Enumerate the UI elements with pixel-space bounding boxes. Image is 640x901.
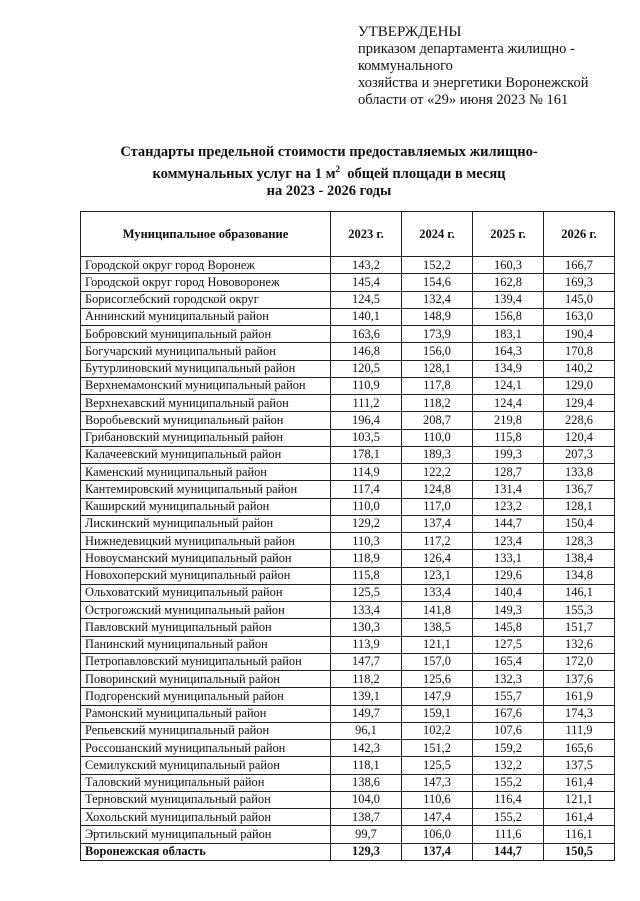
value-2025-cell: 123,2 [473,498,544,515]
value-2026-cell: 128,3 [544,533,615,550]
value-2024-cell: 122,2 [402,464,473,481]
municipality-cell: Поворинский муниципальный район [81,671,331,688]
value-2024-cell: 117,8 [402,377,473,394]
header-2025: 2025 г. [473,212,544,257]
value-2023-cell: 163,6 [331,326,402,343]
value-2023-cell: 130,3 [331,619,402,636]
value-2023-cell: 99,7 [331,826,402,843]
value-2024-cell: 123,1 [402,567,473,584]
value-2026-cell: 137,5 [544,757,615,774]
value-2025-cell: 155,7 [473,688,544,705]
municipality-cell: Кантемировский муниципальный район [81,481,331,498]
value-2026-cell: 150,5 [544,843,615,860]
value-2024-cell: 159,1 [402,705,473,722]
table-row [81,360,615,377]
value-2023-cell: 96,1 [331,722,402,739]
municipality-cell: Репьевский муниципальный район [81,722,331,739]
header-2024: 2024 г. [402,212,473,257]
approval-line: области от «29» июня 2023 № 161 [358,92,569,108]
table-row [81,257,615,274]
value-2023-cell: 118,1 [331,757,402,774]
table-row [81,377,615,394]
value-2024-cell: 151,2 [402,740,473,757]
table-row [81,481,615,498]
value-2026-cell: 128,1 [544,498,615,515]
table-row [81,809,615,826]
value-2023-cell: 143,2 [331,257,402,274]
value-2026-cell: 207,3 [544,446,615,463]
municipality-cell: Богучарский муниципальный район [81,343,331,360]
table-row [81,429,615,446]
title-line-2-tail: общей площади в месяц [340,166,506,182]
table-row [81,498,615,515]
value-2026-cell: 166,7 [544,257,615,274]
value-2026-cell: 228,6 [544,412,615,429]
value-2025-cell: 131,4 [473,481,544,498]
value-2023-cell: 147,7 [331,653,402,670]
value-2023-cell: 118,2 [331,671,402,688]
value-2025-cell: 164,3 [473,343,544,360]
municipality-cell: Воробьевский муниципальный район [81,412,331,429]
value-2026-cell: 136,7 [544,481,615,498]
value-2023-cell: 138,7 [331,809,402,826]
value-2023-cell: 110,9 [331,377,402,394]
value-2024-cell: 110,6 [402,791,473,808]
municipality-cell: Калачеевский муниципальный район [81,446,331,463]
value-2024-cell: 125,6 [402,671,473,688]
table-row [81,774,615,791]
table-row [81,791,615,808]
municipality-cell: Терновский муниципальный район [81,791,331,808]
value-2025-cell: 199,3 [473,446,544,463]
value-2025-cell: 129,6 [473,567,544,584]
value-2025-cell: 134,9 [473,360,544,377]
value-2024-cell: 157,0 [402,653,473,670]
value-2025-cell: 144,7 [473,843,544,860]
value-2025-cell: 139,4 [473,291,544,308]
municipality-cell: Борисоглебский городской округ [81,291,331,308]
value-2024-cell: 125,5 [402,757,473,774]
table-row [81,757,615,774]
table-row [81,326,615,343]
value-2026-cell: 111,9 [544,722,615,739]
approval-stamp [358,24,628,109]
value-2025-cell: 123,4 [473,533,544,550]
value-2025-cell: 140,4 [473,584,544,601]
municipality-cell: Ольховатский муниципальный район [81,584,331,601]
value-2023-cell: 140,1 [331,308,402,325]
value-2026-cell: 116,1 [544,826,615,843]
value-2024-cell: 121,1 [402,636,473,653]
value-2025-cell: 133,1 [473,550,544,567]
value-2025-cell: 156,8 [473,308,544,325]
value-2025-cell: 144,7 [473,515,544,532]
value-2023-cell: 142,3 [331,740,402,757]
table-row [81,653,615,670]
value-2023-cell: 129,2 [331,515,402,532]
table-row [81,705,615,722]
approval-line: коммунального [358,58,453,74]
value-2026-cell: 163,0 [544,308,615,325]
municipality-cell: Новоусманский муниципальный район [81,550,331,567]
value-2023-cell: 111,2 [331,395,402,412]
value-2026-cell: 190,4 [544,326,615,343]
value-2025-cell: 159,2 [473,740,544,757]
value-2025-cell: 160,3 [473,257,544,274]
value-2024-cell: 117,2 [402,533,473,550]
value-2024-cell: 156,0 [402,343,473,360]
table-row [81,464,615,481]
value-2025-cell: 155,2 [473,809,544,826]
table-row [81,671,615,688]
title-line-3: на 2023 - 2026 годы [266,183,392,199]
value-2023-cell: 145,4 [331,274,402,291]
table-row [81,395,615,412]
header-2026: 2026 г. [544,212,615,257]
approval-line: приказом департамента жилищно - [358,41,575,57]
value-2023-cell: 115,8 [331,567,402,584]
value-2026-cell: 120,4 [544,429,615,446]
value-2026-cell: 134,8 [544,567,615,584]
municipality-cell: Аннинский муниципальный район [81,308,331,325]
value-2024-cell: 152,2 [402,257,473,274]
value-2026-cell: 151,7 [544,619,615,636]
municipality-cell: Подгоренский муниципальный район [81,688,331,705]
title-line-2 [95,161,563,183]
value-2024-cell: 117,0 [402,498,473,515]
table-row [81,343,615,360]
value-2026-cell: 146,1 [544,584,615,601]
value-2026-cell: 169,3 [544,274,615,291]
value-2024-cell: 124,8 [402,481,473,498]
value-2026-cell: 150,4 [544,515,615,532]
value-2026-cell: 145,0 [544,291,615,308]
value-2025-cell: 115,8 [473,429,544,446]
value-2024-cell: 147,9 [402,688,473,705]
value-2026-cell: 165,6 [544,740,615,757]
value-2026-cell: 161,4 [544,774,615,791]
table-row [81,584,615,601]
value-2026-cell: 129,0 [544,377,615,394]
municipality-cell: Панинский муниципальный район [81,636,331,653]
value-2025-cell: 183,1 [473,326,544,343]
value-2024-cell: 106,0 [402,826,473,843]
value-2024-cell: 141,8 [402,602,473,619]
header-2023: 2023 г. [331,212,402,257]
value-2025-cell: 111,6 [473,826,544,843]
municipality-cell: Лискинский муниципальный район [81,515,331,532]
value-2025-cell: 162,8 [473,274,544,291]
value-2023-cell: 118,9 [331,550,402,567]
value-2023-cell: 124,5 [331,291,402,308]
value-2025-cell: 116,4 [473,791,544,808]
value-2026-cell: 170,8 [544,343,615,360]
municipality-cell: Новохоперский муниципальный район [81,567,331,584]
value-2025-cell: 165,4 [473,653,544,670]
municipality-cell: Каменский муниципальный район [81,464,331,481]
value-2026-cell: 155,3 [544,602,615,619]
value-2025-cell: 167,6 [473,705,544,722]
value-2023-cell: 196,4 [331,412,402,429]
value-2023-cell: 129,3 [331,843,402,860]
value-2024-cell: 173,9 [402,326,473,343]
municipality-cell: Городской округ город Нововоронеж [81,274,331,291]
table-row [81,515,615,532]
table-row [81,602,615,619]
municipality-cell: Бутурлиновский муниципальный район [81,360,331,377]
value-2026-cell: 172,0 [544,653,615,670]
title-line-2-text: коммунальных услуг на 1 м [152,166,336,182]
municipality-cell: Семилукский муниципальный район [81,757,331,774]
table-row [81,688,615,705]
value-2024-cell: 148,9 [402,308,473,325]
table-row [81,412,615,429]
value-2023-cell: 117,4 [331,481,402,498]
value-2024-cell: 147,4 [402,809,473,826]
value-2024-cell: 208,7 [402,412,473,429]
value-2023-cell: 114,9 [331,464,402,481]
value-2025-cell: 219,8 [473,412,544,429]
table-row [81,740,615,757]
value-2025-cell: 127,5 [473,636,544,653]
table-body [81,257,615,861]
municipality-cell: Хохольский муниципальный район [81,809,331,826]
value-2024-cell: 118,2 [402,395,473,412]
value-2026-cell: 137,6 [544,671,615,688]
value-2024-cell: 189,3 [402,446,473,463]
municipality-cell: Бобровский муниципальный район [81,326,331,343]
table-row [81,619,615,636]
value-2023-cell: 146,8 [331,343,402,360]
value-2024-cell: 126,4 [402,550,473,567]
approval-line: хозяйства и энергетики Воронежской [358,75,589,91]
value-2023-cell: 139,1 [331,688,402,705]
value-2025-cell: 132,3 [473,671,544,688]
value-2024-cell: 137,4 [402,843,473,860]
value-2026-cell: 140,2 [544,360,615,377]
value-2023-cell: 178,1 [331,446,402,463]
value-2026-cell: 133,8 [544,464,615,481]
value-2024-cell: 110,0 [402,429,473,446]
value-2023-cell: 138,6 [331,774,402,791]
municipality-cell: Рамонский муниципальный район [81,705,331,722]
table-row [81,446,615,463]
value-2025-cell: 124,1 [473,377,544,394]
value-2025-cell: 107,6 [473,722,544,739]
value-2026-cell: 161,9 [544,688,615,705]
table-row [81,550,615,567]
value-2026-cell: 132,6 [544,636,615,653]
value-2026-cell: 121,1 [544,791,615,808]
value-2023-cell: 110,3 [331,533,402,550]
table-row [81,274,615,291]
municipality-cell: Верхнехавский муниципальный район [81,395,331,412]
value-2026-cell: 129,4 [544,395,615,412]
approval-heading: УТВЕРЖДЕНЫ [358,24,462,40]
table-header-row [81,212,615,257]
value-2026-cell: 161,4 [544,809,615,826]
value-2026-cell: 138,4 [544,550,615,567]
value-2023-cell: 125,5 [331,584,402,601]
header-municipality: Муниципальное образование [81,212,331,257]
table-row [81,291,615,308]
value-2023-cell: 113,9 [331,636,402,653]
municipality-cell: Эртильский муниципальный район [81,826,331,843]
value-2024-cell: 133,4 [402,584,473,601]
value-2024-cell: 102,2 [402,722,473,739]
table-row [81,567,615,584]
cost-standards-table [80,211,615,861]
value-2024-cell: 137,4 [402,515,473,532]
value-2025-cell: 132,2 [473,757,544,774]
total-row [81,843,615,860]
value-2025-cell: 149,3 [473,602,544,619]
value-2023-cell: 103,5 [331,429,402,446]
value-2023-cell: 120,5 [331,360,402,377]
document-title [95,144,563,200]
municipality-cell: Таловский муниципальный район [81,774,331,791]
municipality-cell: Павловский муниципальный район [81,619,331,636]
value-2024-cell: 132,4 [402,291,473,308]
value-2024-cell: 138,5 [402,619,473,636]
value-2024-cell: 128,1 [402,360,473,377]
value-2023-cell: 149,7 [331,705,402,722]
value-2024-cell: 147,3 [402,774,473,791]
table-row [81,722,615,739]
table-row [81,308,615,325]
value-2025-cell: 155,2 [473,774,544,791]
table-row [81,826,615,843]
value-2023-cell: 110,0 [331,498,402,515]
value-2025-cell: 124,4 [473,395,544,412]
value-2024-cell: 154,6 [402,274,473,291]
title-superscript: 2 [335,164,340,174]
municipality-cell: Каширский муниципальный район [81,498,331,515]
value-2025-cell: 145,8 [473,619,544,636]
municipality-cell: Петропавловский муниципальный район [81,653,331,670]
value-2025-cell: 128,7 [473,464,544,481]
municipality-cell: Верхнемамонский муниципальный район [81,377,331,394]
municipality-cell: Острогожский муниципальный район [81,602,331,619]
table-row [81,636,615,653]
municipality-cell: Нижнедевицкий муниципальный район [81,533,331,550]
value-2023-cell: 133,4 [331,602,402,619]
title-line-1: Стандарты предельной стоимости предоставляемых жилищно- [120,144,538,160]
table-row [81,533,615,550]
municipality-cell: Городской округ город Воронеж [81,257,331,274]
municipality-cell: Россошанский муниципальный район [81,740,331,757]
value-2023-cell: 104,0 [331,791,402,808]
municipality-cell: Грибановский муниципальный район [81,429,331,446]
municipality-cell: Воронежская область [81,843,331,860]
value-2026-cell: 174,3 [544,705,615,722]
